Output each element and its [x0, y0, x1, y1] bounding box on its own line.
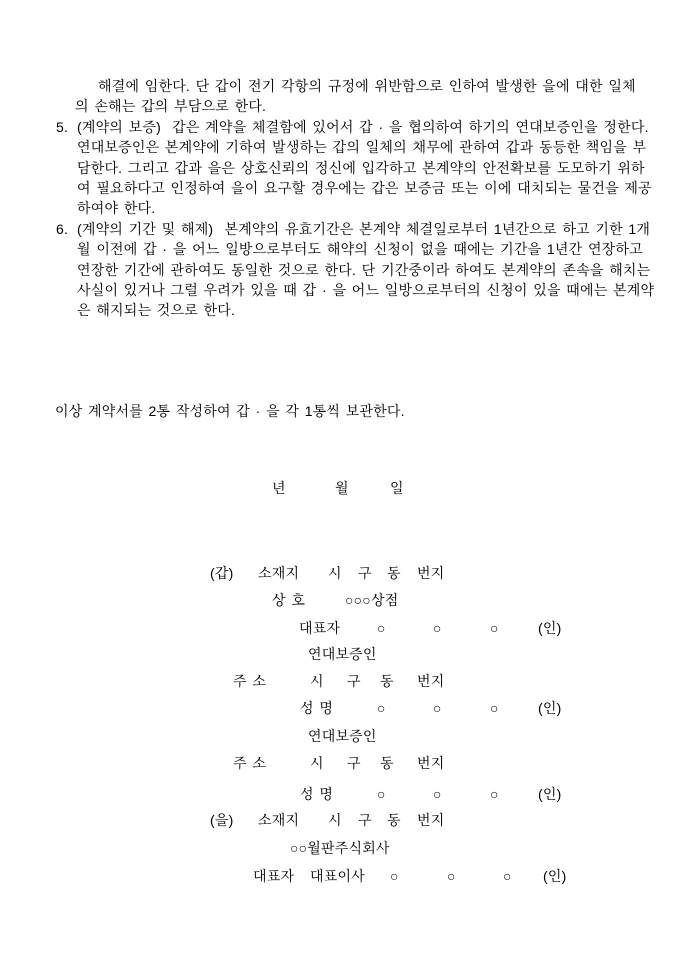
clause-6-line-4: 사실이 있거나 그럴 우려가 있을 때 갑 · 을 어느 일방으로부터의 신청이 있을 때에는 본계약: [77, 282, 655, 298]
date-day-label: 일: [390, 480, 404, 496]
guarantor-2-name-circle-2: ○: [433, 786, 442, 802]
gap-representative-label: 대표자: [299, 620, 341, 636]
guarantor-1-district-label: 구: [347, 673, 361, 689]
guarantor-1-city-label: 시: [310, 673, 324, 689]
guarantor-1-neighborhood-label: 동: [380, 673, 394, 689]
gap-city-label: 시: [328, 565, 342, 581]
eul-representative-name-circle-3: ○: [503, 868, 512, 884]
gap-location-label: 소재지: [258, 565, 300, 581]
joint-guarantor-1-heading: 연대보증인: [308, 646, 377, 662]
joint-guarantor-2-heading: 연대보증인: [308, 728, 377, 744]
body-line-2: 의 손해는 갑의 부담으로 한다.: [75, 98, 267, 114]
guarantor-2-lot-number-label: 번지: [417, 755, 445, 771]
guarantor-2-district-label: 구: [347, 755, 361, 771]
guarantor-2-neighborhood-label: 동: [380, 755, 394, 771]
gap-representative-name-circle-2: ○: [433, 620, 442, 636]
clause-6-line-1: (계약의 기간 및 해제) 본계약의 유효기간은 본계약 체결일로부터 1년간으로 하고 기한 1개: [77, 221, 651, 237]
eul-neighborhood-label: 동: [387, 812, 401, 828]
eul-company-name: ○○월판주식회사: [290, 840, 390, 856]
guarantor-1-name-circle-1: ○: [377, 700, 386, 716]
eul-representative-label: 대표자: [253, 868, 295, 884]
guarantor-2-name-circle-3: ○: [490, 786, 499, 802]
guarantor-1-lot-number-label: 번지: [417, 673, 445, 689]
gap-representative-seal-label: (인): [538, 620, 562, 636]
guarantor-1-name-circle-2: ○: [433, 700, 442, 716]
clause-5-line-5: 하여야 한다.: [77, 200, 156, 216]
clause-6-line-3: 연장한 기간에 관하여도 동일한 것으로 한다. 단 기간중이라 하여도 본계약의 존속을 해치는: [77, 262, 651, 278]
date-month-label: 월: [335, 480, 349, 496]
gap-store-name: ○○○상점: [345, 592, 399, 608]
clause-6-line-5: 은 해지되는 것으로 한다.: [77, 302, 236, 318]
guarantor-1-seal-label: (인): [538, 700, 562, 716]
body-line-1: 해결에 임한다. 단 갑이 전기 각항의 규정에 위반함으로 인하여 발생한 을에 대한 일체: [98, 78, 636, 94]
guarantor-2-address-label: 주 소: [233, 755, 267, 771]
guarantor-2-city-label: 시: [310, 755, 324, 771]
closing-statement: 이상 계약서를 2통 작성하여 갑 · 을 각 1통씩 보관한다.: [55, 403, 405, 419]
eul-ceo-title-label: 대표이사: [310, 868, 365, 884]
party-eul-label: (을): [210, 812, 234, 828]
party-gap-label: (갑): [210, 565, 234, 581]
eul-location-label: 소재지: [258, 812, 300, 828]
clause-5-line-2: 연대보증인은 본계약에 기하여 발생하는 갑의 일체의 채무에 관하여 갑과 동등한 책임을 부: [77, 139, 647, 155]
guarantor-1-name-circle-3: ○: [490, 700, 499, 716]
guarantor-2-name-label: 성 명: [300, 786, 334, 802]
gap-district-label: 구: [358, 565, 372, 581]
clause-5-line-3: 담한다. 그리고 갑과 을은 상호신뢰의 정신에 입각하고 본계약의 안전확보를 도모하기 위하: [77, 160, 645, 176]
eul-representative-seal-label: (인): [543, 868, 567, 884]
gap-representative-name-circle-1: ○: [377, 620, 386, 636]
guarantor-1-address-label: 주 소: [233, 673, 267, 689]
gap-representative-name-circle-3: ○: [490, 620, 499, 636]
eul-representative-name-circle-1: ○: [390, 868, 399, 884]
clause-5-line-1: (계약의 보증) 갑은 계약을 체결함에 있어서 갑 · 을 협의하여 하기의 연대보증인을 정한다.: [77, 119, 649, 135]
eul-district-label: 구: [358, 812, 372, 828]
eul-city-label: 시: [328, 812, 342, 828]
guarantor-2-name-circle-1: ○: [377, 786, 386, 802]
gap-neighborhood-label: 동: [387, 565, 401, 581]
clause-5-number: 5.: [56, 119, 69, 135]
guarantor-1-name-label: 성 명: [300, 700, 334, 716]
guarantor-2-seal-label: (인): [538, 786, 562, 802]
clause-5-line-4: 여 필요하다고 인정하여 을이 요구할 경우에는 갑은 보증금 또는 이에 대치되는 물건을 제공: [77, 180, 652, 196]
eul-lot-number-label: 번지: [417, 812, 445, 828]
date-year-label: 년: [272, 480, 286, 496]
clause-6-number: 6.: [56, 221, 69, 237]
gap-lot-number-label: 번지: [417, 565, 445, 581]
clause-6-line-2: 월 이전에 갑 · 을 어느 일방으로부터도 해약의 신청이 없을 때에는 기간을 1년간 연장하고: [77, 241, 643, 257]
gap-trade-name-label: 상 호: [272, 592, 306, 608]
eul-representative-name-circle-2: ○: [447, 868, 456, 884]
